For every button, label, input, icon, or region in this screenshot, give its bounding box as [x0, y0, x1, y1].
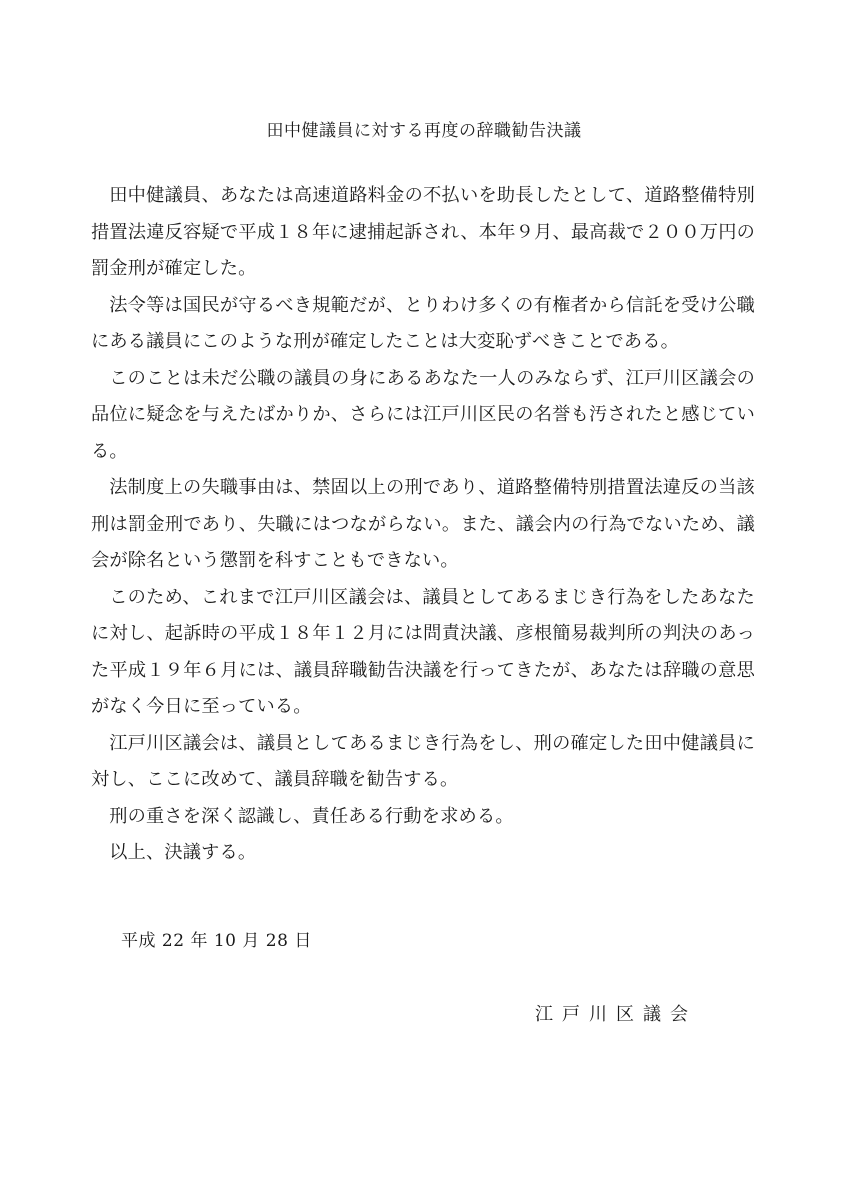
paragraph-3: このことは未だ公職の議員の身にあるあなた一人のみならず、江戸川区議会の品位に疑念を与えたばかりか、さらには江戸川区民の名誉も汚されたと感じている。 [91, 367, 755, 462]
paragraph-4: 法制度上の失職事由は、禁固以上の刑であり、道路整備特別措置法違反の当該刑は罰金刑であり、失職にはつながらない。また、議会内の行為でないため、議会が除名という懲罰を科すこともできない。 [91, 477, 755, 571]
signer-name: 江戸川区議会 [535, 1004, 697, 1025]
document-title: 田中健議員に対する再度の辞職勧告決議 [266, 121, 582, 141]
resolution-date: 平成 22 年 10 月 28 日 [121, 931, 312, 951]
resolution-body [91, 178, 755, 872]
paragraph-8: 以上、決議する。 [109, 842, 257, 863]
paragraph-5: このため、これまで江戸川区議会は、議員としてあるまじき行為をしたあなたに対し、起訴時の平成１８年１２月には問責決議、彦根簡易裁判所の判決のあった平成１９年６月には、議員辞職勧告決議を行ってきたが、あなたは辞職の意思がなく今日に至っている。 [91, 586, 755, 717]
paragraph-7: 刑の重さを深く認識し、責任ある行動を求める。 [109, 805, 514, 827]
paragraph-2: 法令等は国民が守るべき規範だが、とりわけ多くの有権者から信託を受け公職にある議員にこのような刑が確定したことは大変恥ずべきことである。 [91, 294, 755, 352]
paragraph-6: 江戸川区議会は、議員としてあるまじき行為をし、刑の確定した田中健議員に対し、ここに改めて、議員辞職を勧告する。 [91, 732, 755, 790]
paragraph-1: 田中健議員、あなたは高速道路料金の不払いを助長したとして、道路整備特別措置法違反容疑で平成１８年に逮捕起訴され、本年９月、最高裁で２００万円の罰金刑が確定した。 [91, 185, 755, 279]
